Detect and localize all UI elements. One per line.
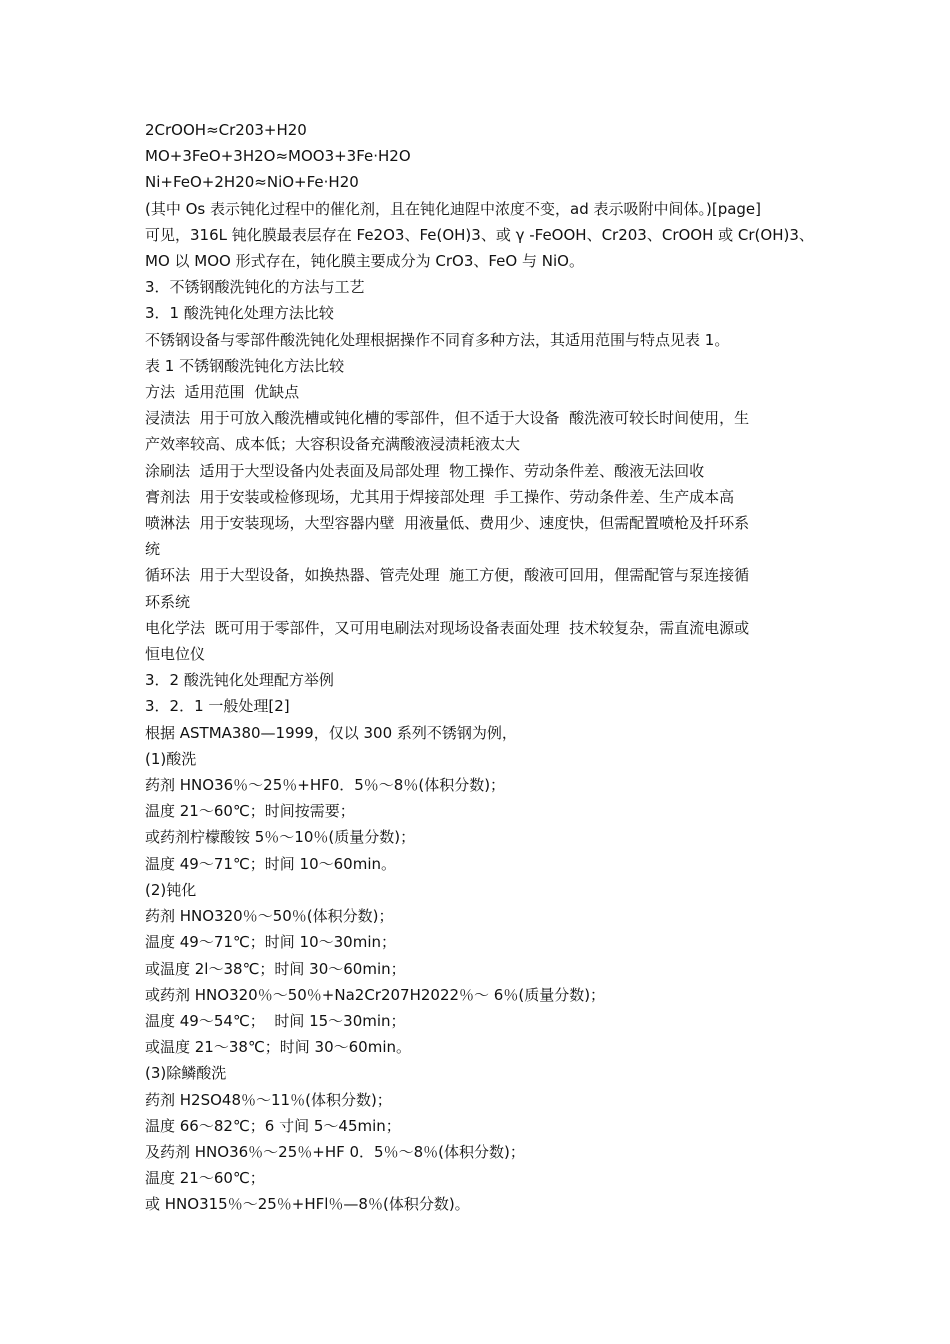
text-line: 涂刷法 适用于大型设备内处表面及局部处理 物工操作、劳动条件差、酸液无法回收 — [145, 461, 705, 480]
text-line: 膏剂法 用于安装或检修现场，尤其用于焊接部处理 手工操作、劳动条件差、生产成本高 — [145, 487, 735, 506]
text-line: 药剂 H2SO48％～11％(体积分数)； — [145, 1090, 392, 1109]
text-line: 及药剂 HNO36％～25％+HF 0．5％～8％(体积分数)； — [145, 1142, 525, 1161]
text-line: 温度 49～71℃；时间 10～60min。 — [145, 854, 397, 873]
text-line: 药剂 HNO320％～50％(体积分数)； — [145, 907, 394, 926]
text-line: 恒电位仪 — [145, 645, 206, 664]
text-line: 温度 49～54℃； 时间 15～30min； — [145, 1011, 406, 1030]
text-line: 3．不锈钢酸洗钝化的方法与工艺 — [145, 278, 365, 297]
text-line: 或药剂柠檬酸铵 5％～10％(质量分数)； — [145, 828, 416, 847]
text-line: 温度 49～71℃；时间 10～30min； — [145, 933, 397, 952]
text-line: (其中 Os 表示钝化过程中的催化剂，且在钝化迪陧中浓度不变，ad 表示吸附中间体。)[page] — [145, 199, 762, 218]
text-line: 可见，316L 钝化膜最表层存在 Fe2O3、Fe(OH)3、或 γ -FeOOH、Cr203、CrOOH 或 Cr(OH)3、 — [145, 225, 814, 244]
text-line: 环系统 — [145, 592, 191, 611]
text-line: 或温度 21～38℃；时间 30～60min。 — [145, 1038, 412, 1057]
text-line: 3．1 酸洗钝化处理方法比较 — [145, 304, 334, 323]
text-line: (1)酸洗 — [145, 749, 197, 768]
text-line: 电化学法 既可用于零部件，又可用电刷法对现场设备表面处理 技术较复杂，需直流电源或 — [145, 618, 750, 637]
text-line: 或温度 2l～38℃；时间 30～60min； — [145, 959, 406, 978]
text-line: 浸渍法 用于可放入酸洗槽或钝化槽的零部件，但不适于大设备 酸洗液可较长时间使用，生 — [145, 409, 750, 428]
text-line: 根据 ASTMA380—1999，仅以 300 系列不锈钢为例， — [145, 723, 517, 742]
text-line: (3)除鳞酸洗 — [145, 1064, 227, 1083]
text-line: 温度 21～60℃； — [145, 1169, 265, 1188]
text-line: 温度 21～60℃；时间按需要； — [145, 802, 355, 821]
text-line: 表 1 不锈钢酸洗钝化方法比较 — [145, 356, 345, 375]
text-line: 温度 66～82℃；6 寸间 5～45min； — [145, 1116, 401, 1135]
text-line: 2CrOOH≈Cr203+H20 — [145, 121, 307, 139]
text-line: Ni+FeO+2H20≈NiO+Fe·H20 — [145, 173, 359, 192]
text-line: 或 HNO315％～25％+HFl％—8％(体积分数)。 — [145, 1195, 470, 1214]
text-line: 方法 适用范围 优缺点 — [145, 383, 300, 402]
text-line: 或药剂 HNO320％～50％+Na2Cr207H2022％～ 6％(质量分数)； — [145, 985, 606, 1004]
text-line: 药剂 HNO36％～25％+HF0．5％～8％(体积分数)； — [145, 776, 506, 795]
text-line: 循环法 用于大型设备，如换热器、管壳处理 施工方便，酸液可回用，俚需配管与泵连接循 — [145, 566, 750, 585]
document-page — [145, 117, 815, 1218]
text-line: MO 以 MOO 形式存在，钝化膜主要成分为 CrO3、FeO 与 NiO。 — [145, 252, 584, 271]
text-line: 产效率较高、成本低；大容积设备充满酸液浸渍耗液太大 — [145, 435, 521, 454]
text-line: MO+3FeO+3H2O≈MOO3+3Fe·H2O — [145, 147, 411, 166]
text-line: 统 — [145, 540, 161, 559]
text-line: 不锈钢设备与零部件酸洗钝化处理根据操作不同育多种方法，其适用范围与特点见表 1。 — [145, 330, 730, 349]
text-line: 3．2．1 一般处理[2] — [145, 697, 290, 716]
text-line: 3．2 酸洗钝化处理配方举例 — [145, 671, 334, 690]
text-line: 喷淋法 用于安装现场，大型容器内壁 用液量低、费用少、速度快，但需配置喷枪及扦环系 — [145, 514, 750, 533]
text-line: (2)钝化 — [145, 880, 197, 899]
